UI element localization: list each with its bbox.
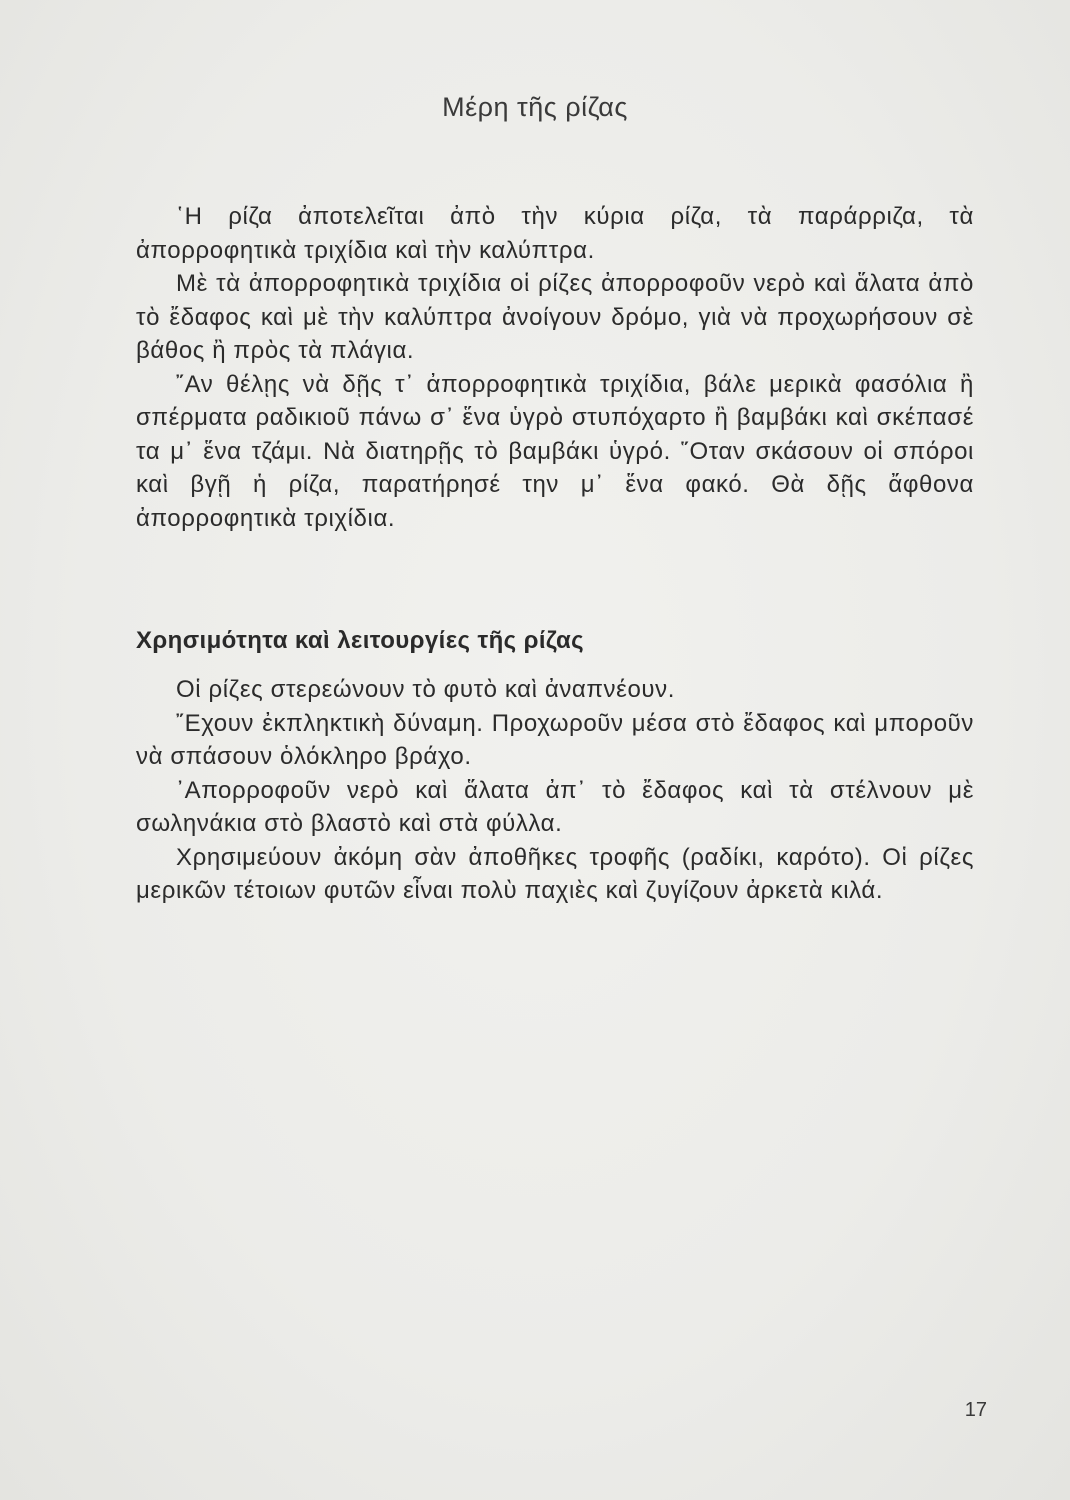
section-heading: Χρησιμότητα καὶ λειτουργίες τῆς ρίζας — [136, 627, 585, 654]
section-parts-of-root — [136, 200, 974, 535]
page-number: 17 — [964, 1399, 987, 1421]
paragraph: Οἱ ρίζες στερεώνουν τὸ φυτὸ καὶ ἀναπνέουν. — [176, 676, 676, 703]
paragraph: ῎Εχουν ἐκπληκτικὴ δύναμη. Προχωροῦν μέσα στὸ ἔδαφος καὶ μποροῦν νὰ σπάσουν ὁλόκληρο βράχο. — [136, 709, 974, 770]
paragraph: ῾Η ρίζα ἀποτελεῖται ἀπὸ τὴν κύρια ρίζα, τὰ παράρριζα, τὰ ἀπορροφητικὰ τριχίδια καὶ τὴν καλύπτρα. — [136, 203, 974, 264]
paragraph: Μὲ τὰ ἀπορροφητικὰ τριχίδια οἱ ρίζες ἀπορροφοῦν νερὸ καὶ ἅλατα ἀπὸ τὸ ἔδαφος καὶ μὲ τὴν καλύπτρα ἀνοίγουν δρόμο, γιὰ νὰ προχωρήσουν σὲ βάθος ἢ πρὸς τὰ πλάγια. — [136, 270, 974, 364]
section-root-functions — [136, 673, 974, 908]
page-title: Μέρη τῆς ρίζας — [442, 92, 628, 122]
paragraph: Χρησιμεύουν ἀκόμη σὰν ἀποθῆκες τροφῆς (ραδίκι, καρότο). Οἱ ρίζες μερικῶν τέτοιων φυτῶν εἶναι πολὺ παχιὲς καὶ ζυγίζουν ἀρκετὰ κιλά. — [136, 843, 974, 904]
paragraph: ῎Αν θέλῃς νὰ δῇς τ᾿ ἀπορροφητικὰ τριχίδια, βάλε μερικὰ φασόλια ἢ σπέρματα ραδικιοῦ πάνω σ᾿ ἕνα ὑγρὸ στυπόχαρτο ἢ βαμβάκι καὶ σκέπασέ τα μ᾿ ἕνα τζάμι. Νὰ διατηρῇς τὸ βαμβάκι ὑγρό. ῞Οταν σκάσουν οἱ σπόροι καὶ βγῇ ἡ ρίζα, παρατήρησέ την μ᾿ ἕνα φακό. Θὰ δῇς ἄφθονα ἀπορροφητικὰ τριχίδια. — [136, 370, 974, 532]
paragraph: ᾿Απορροφοῦν νερὸ καὶ ἅλατα ἀπ᾿ τὸ ἔδαφος καὶ τὰ στέλνουν μὲ σωληνάκια στὸ βλαστὸ καὶ στὰ φύλλα. — [136, 776, 974, 837]
